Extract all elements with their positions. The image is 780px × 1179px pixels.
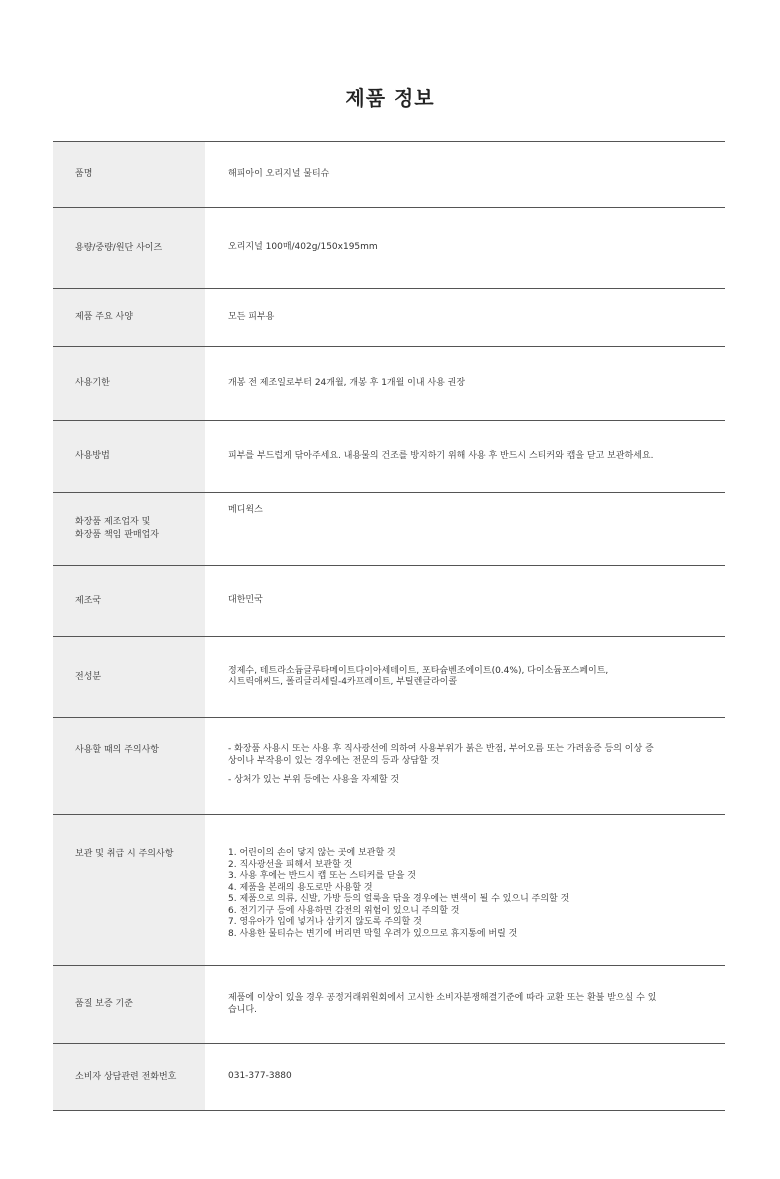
row-value: 대한민국 <box>228 595 263 606</box>
table-row-expiry <box>53 347 725 421</box>
page-title: 제품 정보 <box>345 86 435 110</box>
row-label: 품질 보증 기준 <box>53 966 205 1043</box>
value-line: 상이나 부작용이 있는 경우에는 전문의 등과 상담할 것 <box>228 755 440 766</box>
row-value <box>205 718 725 814</box>
table-row-ingredients <box>53 637 725 718</box>
row-label: 제품 주요 사양 <box>53 289 205 346</box>
row-value <box>205 966 725 1043</box>
row-value <box>205 815 725 965</box>
row-label: 전성분 <box>53 637 205 717</box>
row-value: 해피아이 오리지널 물티슈 <box>228 168 330 179</box>
table-row-product-name <box>53 142 725 208</box>
value-line: 8. 사용한 물티슈는 변기에 버리면 막힐 우려가 있으므로 휴지통에 버릴 것 <box>228 928 518 939</box>
row-label: 사용기한 <box>53 347 205 420</box>
row-value: 오리지널 100매/402g/150x195mm <box>228 242 378 253</box>
value-line: 정제수, 테트라소듐글루타메이트다이아세테이트, 포타슘벤조에이트(0.4%), 다이소듐포스페이트, <box>228 665 609 676</box>
row-label <box>53 493 205 565</box>
row-value: 개봉 전 제조일로부터 24개월, 개봉 후 1개월 이내 사용 권장 <box>228 377 466 388</box>
value-line: 제품에 이상이 있을 경우 공정거래위원회에서 고시한 소비자분쟁해결기준에 따라 교환 또는 환불 받으실 수 있 <box>228 993 657 1003</box>
value-line: 3. 사용 후에는 반드시 캡 또는 스티커를 닫을 것 <box>228 871 416 881</box>
value-line: 습니다. <box>228 1004 257 1015</box>
row-value <box>205 637 725 717</box>
product-info-table <box>53 141 725 1111</box>
value-line: 6. 전기기구 등에 사용하면 감전의 위험이 있으니 주의할 것 <box>228 905 460 916</box>
table-row-quality-guarantee <box>53 966 725 1044</box>
value-line: 7. 영유아가 입에 넣거나 삼키지 않도록 주의할 것 <box>228 917 422 927</box>
value-line: 시트릭애씨드, 폴리글리세릴-4카프레이트, 부틸렌글라이콜 <box>228 677 458 687</box>
value-line: 5. 제품으로 의류, 신발, 가방 등의 얼룩을 닦을 경우에는 변색이 될 수 있으니 주의할 것 <box>228 894 570 904</box>
row-value: 모든 피부용 <box>228 311 275 322</box>
row-label: 보관 및 취급 시 주의사항 <box>53 815 205 965</box>
table-row-usage <box>53 421 725 493</box>
table-row-usage-caution <box>53 718 725 815</box>
value-line: 4. 제품을 본래의 용도로만 사용할 것 <box>228 882 373 893</box>
row-label: 사용방법 <box>53 421 205 492</box>
row-label-line: 화장품 책임 판매업자 <box>75 530 159 540</box>
row-label: 품명 <box>53 142 205 207</box>
table-row-manufacturer <box>53 493 725 566</box>
row-label: 제조국 <box>53 566 205 636</box>
row-label-line: 화장품 제조업자 및 <box>75 517 151 527</box>
table-row-capacity <box>53 208 725 289</box>
row-value: 피부를 부드럽게 닦아주세요. 내용물의 건조를 방지하기 위해 사용 후 반드시 스티커와 캡을 닫고 보관하세요. <box>228 450 654 461</box>
row-value: 메디윅스 <box>228 505 263 515</box>
value-line: 2. 직사광선을 피해서 보관할 것 <box>228 859 353 870</box>
value-line: - 화장품 사용시 또는 사용 후 직사광선에 의하여 사용부위가 붉은 반점, 부어오름 또는 가려움증 등의 이상 증 <box>228 744 654 754</box>
table-row-storage-caution <box>53 815 725 966</box>
row-label: 사용할 때의 주의사항 <box>53 718 205 814</box>
value-line: - 상처가 있는 부위 등에는 사용을 자제할 것 <box>228 775 400 785</box>
row-label: 용량/중량/원단 사이즈 <box>53 208 205 288</box>
value-line: 1. 어린이의 손이 닿지 않는 곳에 보관할 것 <box>228 848 396 858</box>
table-row-phone <box>53 1044 725 1111</box>
table-row-main-spec <box>53 289 725 347</box>
phone-number: 031-377-3880 <box>228 1071 292 1082</box>
row-label: 소비자 상담관련 전화번호 <box>53 1044 205 1110</box>
table-row-country <box>53 566 725 637</box>
